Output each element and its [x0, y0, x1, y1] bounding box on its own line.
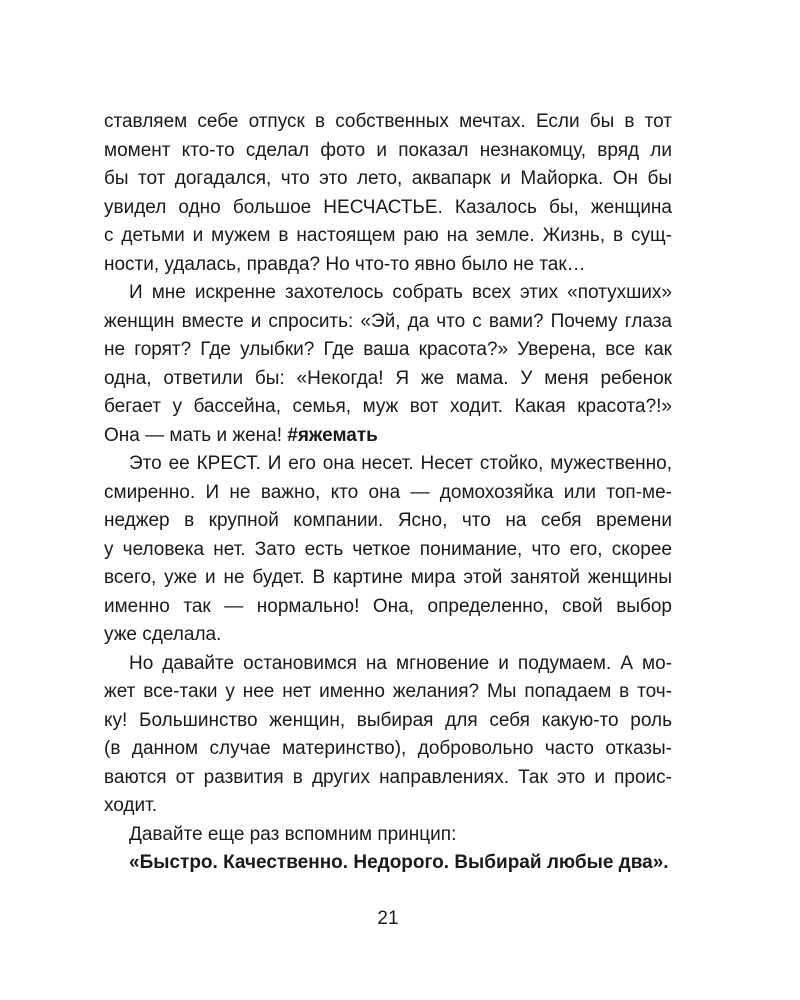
- text-line: одна, ответили бы: «Некогда! Я же мама. У меня ребенок: [104, 367, 672, 389]
- quote-bold: «Быстро. Качественно. Недорого. Выбирай любые два».: [129, 852, 669, 873]
- text-line: не горят? Где улыбки? Где ваша красота?» Уверена, все как: [104, 339, 672, 360]
- text-line: бы тот догадался, что это лето, аквапарк и Майорка. Он бы: [104, 168, 672, 189]
- text-line: ходит.: [104, 795, 158, 816]
- hashtag: #яжемать: [287, 424, 378, 446]
- text-line: ваются от развития в других направлениях. Так это и проис-: [104, 766, 672, 788]
- text-line: (в данном случае материнство), добровольно часто отказы-: [104, 738, 672, 759]
- text-line: И мне искренне захотелось собрать всех этих «потухших»: [129, 282, 672, 303]
- text-line: у человека нет. Зато есть четкое понимание, что его, скорее: [104, 538, 672, 560]
- text-line: Но давайте остановимся на мгновение и подумаем. А мо-: [129, 652, 672, 674]
- text-line: ставляем себе отпуск в собственных мечтах. Если бы в тот: [104, 111, 672, 132]
- text-line: жет все-таки у нее нет именно желания? Мы попадаем в точ-: [104, 681, 672, 702]
- text-line: бегает у бассейна, семья, муж вот ходит. Какая красота?!»: [104, 396, 672, 417]
- text-line: неджер в крупной компании. Ясно, что на себя времени: [104, 510, 672, 531]
- text-line: [104, 422, 672, 451]
- body-text: [104, 108, 672, 878]
- text-line: с детьми и мужем в настоящем раю на земле. Жизнь, в сущ-: [104, 225, 672, 246]
- text-line: момент кто-то сделал фото и показал незнакомцу, вряд ли: [104, 139, 672, 161]
- text-line: ку! Большинство женщин, выбирая для себя какую-то роль: [104, 709, 672, 731]
- page-number: 21: [377, 908, 399, 929]
- text-line: именно так — нормально! Она, определенно, свой выбор: [104, 595, 672, 617]
- text-line: увидел одно большое НЕСЧАСТЬЕ. Казалось бы, женщина: [104, 196, 672, 218]
- text-span: Она — мать и жена!: [104, 424, 288, 446]
- text-line: уже сделала.: [104, 624, 222, 645]
- text-line: смиренно. И не важно, кто она — домохозяйка или топ-ме-: [104, 481, 672, 503]
- text-line: всего, уже и не будет. В картине мира этой занятой женщины: [104, 567, 672, 588]
- text-line: Давайте еще раз вспомним принцип:: [129, 823, 457, 845]
- text-line: женщин вместе и спросить: «Эй, да что с вами? Почему глаза: [104, 310, 672, 332]
- text-line: Это ее КРЕСТ. И его она несет. Несет стойко, мужественно,: [129, 453, 672, 474]
- principle-quote: [104, 849, 672, 878]
- text-line: ности, удалась, правда? Но что-то явно было не так…: [104, 253, 586, 275]
